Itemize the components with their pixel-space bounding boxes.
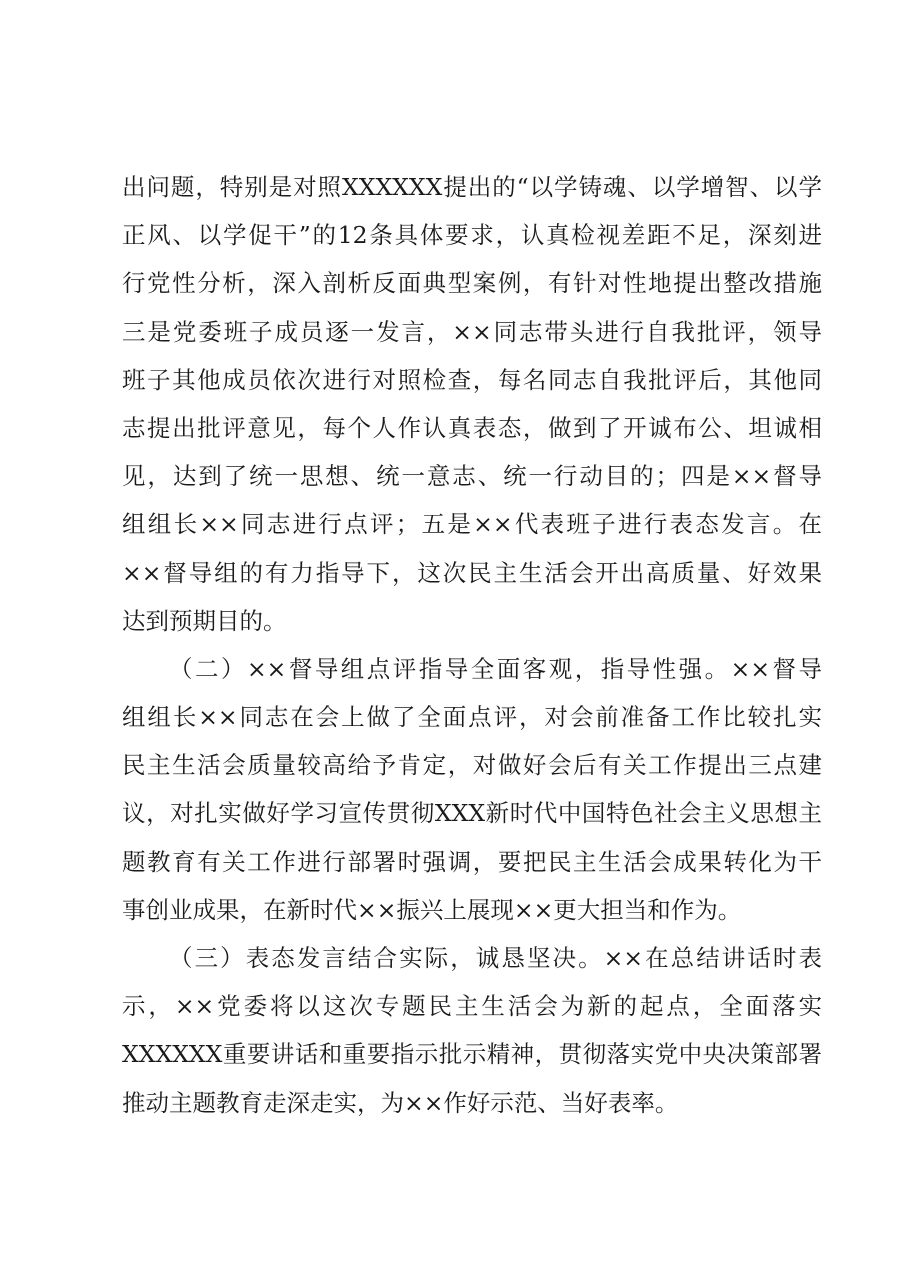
text-line: 题教育有关工作进行部署时强调，要把民主生活会成果转化为干 bbox=[122, 847, 822, 876]
text-line: ××督导组的有力指导下，这次民主生活会开出高质量、好效果 bbox=[122, 558, 822, 587]
text-line: 组组长××同志进行点评；五是××代表班子进行表态发言。在 bbox=[122, 510, 822, 539]
text-line: 事创业成果，在新时代××振兴上展现××更大担当和作为。 bbox=[122, 895, 742, 924]
text-line: 民主生活会质量较高给予肯定，对做好会后有关工作提出三点建 bbox=[122, 751, 822, 780]
text-line: 正风、以学促干”的12条具体要求，认真检视差距不足，深刻进 bbox=[122, 221, 822, 250]
text-line: 三是党委班子成员逐一发言，××同志带头进行自我批评，领导 bbox=[122, 317, 822, 346]
text-line: 出问题，特别是对照XXXXXX提出的“以学铸魂、以学增智、以学 bbox=[122, 173, 822, 201]
text-line: 组组长××同志在会上做了全面点评，对会前准备工作比较扎实 bbox=[122, 703, 822, 732]
text-line: 达到预期目的。 bbox=[122, 606, 287, 635]
text-line: 示，××党委将以这次专题民主生活会为新的起点，全面落实 bbox=[122, 992, 822, 1021]
text-line: 见，达到了统一思想、统一意志、统一行动目的；四是××督导 bbox=[122, 462, 822, 491]
text-line: 行党性分析，深入剖析反面典型案例，有针对性地提出整改措施 bbox=[122, 269, 822, 298]
section-heading-line: （二）××督导组点评指导全面客观，指导性强。××督导 bbox=[169, 654, 822, 683]
text-line: 议，对扎实做好学习宣传贯彻XXX新时代中国特色社会主义思想主 bbox=[122, 799, 822, 828]
text-line: 志提出批评意见，每个人作认真表态，做到了开诚布公、坦诚相 bbox=[122, 413, 822, 442]
section-heading-line: （三）表态发言结合实际，诚恳坚决。××在总结讲话时表 bbox=[169, 944, 822, 972]
text-line: XXXXXX重要讲话和重要指示批示精神，贯彻落实党中央决策部署 bbox=[122, 1040, 822, 1069]
text-line: 推动主题教育走深走实，为××作好示范、当好表率。 bbox=[122, 1088, 679, 1117]
text-line: 班子其他成员依次进行对照检查，每名同志自我批评后，其他同 bbox=[122, 365, 822, 394]
document-body bbox=[122, 163, 822, 1127]
